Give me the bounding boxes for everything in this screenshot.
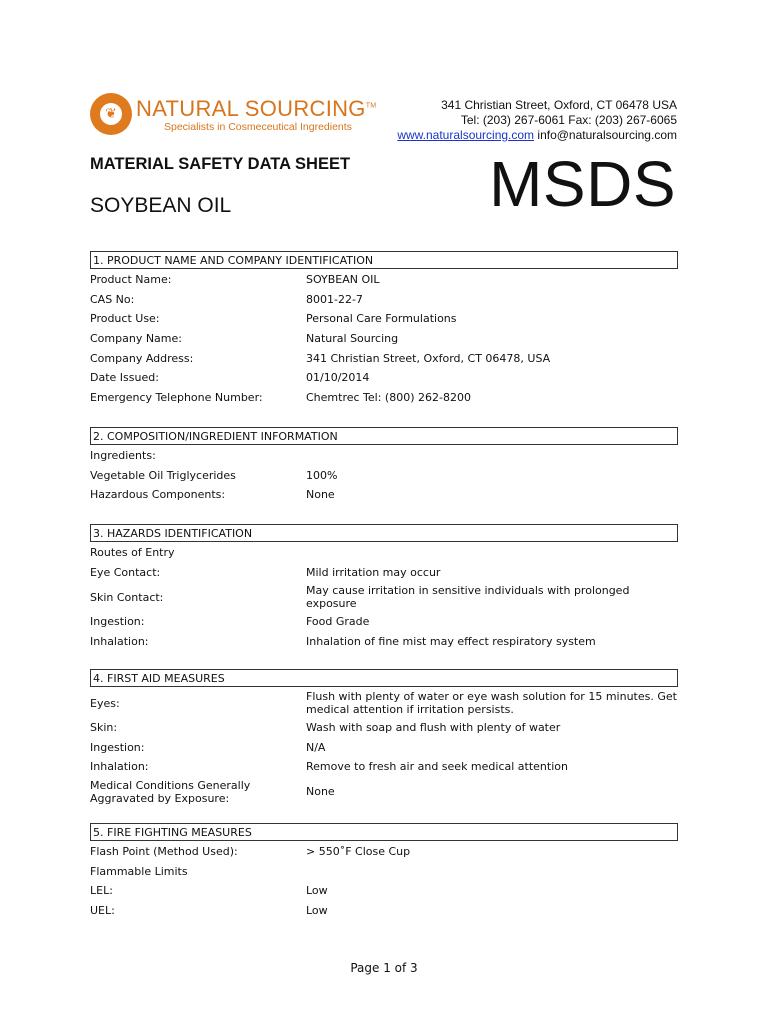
- row-value: Personal Care Formulations: [306, 312, 457, 326]
- row-value: Food Grade: [306, 615, 370, 629]
- row-value: > 550˚F Close Cup: [306, 845, 411, 859]
- page-number: Page 1 of 3: [350, 961, 418, 975]
- trademark-mark: TM: [365, 102, 377, 110]
- row-label: Ingestion:: [90, 740, 145, 754]
- company-logo-name: NATURAL SOURCING™: [136, 96, 377, 121]
- msds-label: MSDS: [489, 148, 676, 220]
- company-contact: [397, 98, 677, 143]
- section-fire-fighting: [90, 823, 678, 920]
- row-label: CAS No:: [90, 292, 135, 306]
- row-label: Medical Conditions Generally Aggravated by Exposure:: [90, 778, 251, 805]
- row-label: Date Issued:: [90, 371, 159, 385]
- row-value: Wash with soap and flush with plenty of water: [306, 721, 561, 735]
- row-value: None: [306, 785, 335, 799]
- company-web-email: [397, 128, 677, 143]
- row-label: Emergency Telephone Number:: [90, 390, 263, 404]
- row-label: Company Name:: [90, 332, 182, 346]
- row-label: Skin:: [90, 721, 118, 735]
- table-row: [90, 329, 678, 349]
- table-row: [90, 368, 678, 388]
- row-value: Low: [306, 884, 328, 898]
- section-hazards: [90, 524, 678, 651]
- table-row: [90, 446, 678, 466]
- row-value: Low: [306, 904, 328, 918]
- row-value: 341 Christian Street, Oxford, CT 06478, USA: [306, 351, 551, 365]
- table-row: [90, 881, 678, 901]
- row-value: Inhalation of fine mist may effect respiratory system: [306, 635, 596, 649]
- row-value: Remove to fresh air and seek medical attention: [306, 760, 568, 774]
- table-row: [90, 777, 678, 807]
- company-address: 341 Christian Street, Oxford, CT 06478 USA: [441, 98, 677, 112]
- table-row: [90, 612, 678, 632]
- row-value: May cause irritation in sensitive individuals with prolonged exposure: [306, 584, 630, 611]
- section-composition: [90, 427, 678, 505]
- table-row: [90, 270, 678, 290]
- section-product-identification: [90, 251, 678, 407]
- row-value: 01/10/2014: [306, 371, 370, 385]
- document-title: MATERIAL SAFETY DATA SHEET: [90, 155, 351, 173]
- row-label: Product Use:: [90, 312, 160, 326]
- table-row: [90, 688, 678, 718]
- leaf-icon: ❦: [100, 103, 122, 125]
- table-row: [90, 466, 678, 486]
- row-label: Inhalation:: [90, 760, 149, 774]
- row-label: Product Name:: [90, 273, 172, 287]
- row-label: Routes of Entry: [90, 546, 175, 560]
- section-header: 4. FIRST AID MEASURES: [90, 669, 678, 687]
- row-label: Vegetable Oil Triglycerides: [90, 468, 236, 482]
- row-value: Flush with plenty of water or eye wash solution for 15 minutes. Get medical attention if irritation persists.: [306, 690, 677, 716]
- table-row: [90, 543, 678, 563]
- row-value: 100%: [306, 468, 338, 482]
- table-row: [90, 309, 678, 329]
- table-row: [90, 757, 678, 777]
- table-row: [90, 901, 678, 921]
- row-label: Company Address:: [90, 351, 194, 365]
- email-address: info@naturalsourcing.com: [537, 128, 677, 142]
- table-row: [90, 862, 678, 882]
- section-first-aid: [90, 669, 678, 807]
- section-header: 5. FIRE FIGHTING MEASURES: [90, 823, 678, 841]
- table-row: [90, 842, 678, 862]
- row-label: Flammable Limits: [90, 864, 188, 878]
- product-title: SOYBEAN OIL: [90, 194, 232, 217]
- website-link[interactable]: www.naturalsourcing.com: [397, 128, 535, 142]
- row-value: None: [306, 488, 335, 502]
- row-label: Skin Contact:: [90, 590, 164, 604]
- row-value: Mild irritation may occur: [306, 565, 441, 579]
- table-row: [90, 485, 678, 505]
- section-header: 2. COMPOSITION/INGREDIENT INFORMATION: [90, 427, 678, 445]
- row-label: Eye Contact:: [90, 565, 161, 579]
- table-row: [90, 348, 678, 368]
- row-label: LEL:: [90, 884, 113, 898]
- section-header: 3. HAZARDS IDENTIFICATION: [90, 524, 678, 542]
- section-header: 1. PRODUCT NAME AND COMPANY IDENTIFICATION: [90, 251, 678, 269]
- row-label: UEL:: [90, 904, 115, 918]
- row-label: Flash Point (Method Used):: [90, 845, 238, 859]
- table-row: [90, 582, 678, 612]
- company-phones: Tel: (203) 267-6061 Fax: (203) 267-6065: [460, 113, 677, 127]
- row-value: N/A: [306, 740, 326, 754]
- table-row: [90, 563, 678, 583]
- company-tagline: Specialists in Cosmeceutical Ingredients: [164, 121, 352, 133]
- row-label: Inhalation:: [90, 635, 149, 649]
- table-row: [90, 388, 678, 408]
- table-row: [90, 632, 678, 652]
- table-row: [90, 718, 678, 738]
- row-label: Ingestion:: [90, 615, 145, 629]
- row-value: SOYBEAN OIL: [306, 273, 380, 287]
- table-row: [90, 290, 678, 310]
- row-label: Hazardous Components:: [90, 488, 226, 502]
- row-label: Eyes:: [90, 696, 120, 710]
- row-label: Ingredients:: [90, 449, 156, 463]
- row-value: 8001-22-7: [306, 292, 363, 306]
- table-row: [90, 738, 678, 758]
- logo-icon: [90, 93, 132, 135]
- row-value: Chemtrec Tel: (800) 262-8200: [306, 390, 471, 404]
- row-value: Natural Sourcing: [306, 332, 399, 346]
